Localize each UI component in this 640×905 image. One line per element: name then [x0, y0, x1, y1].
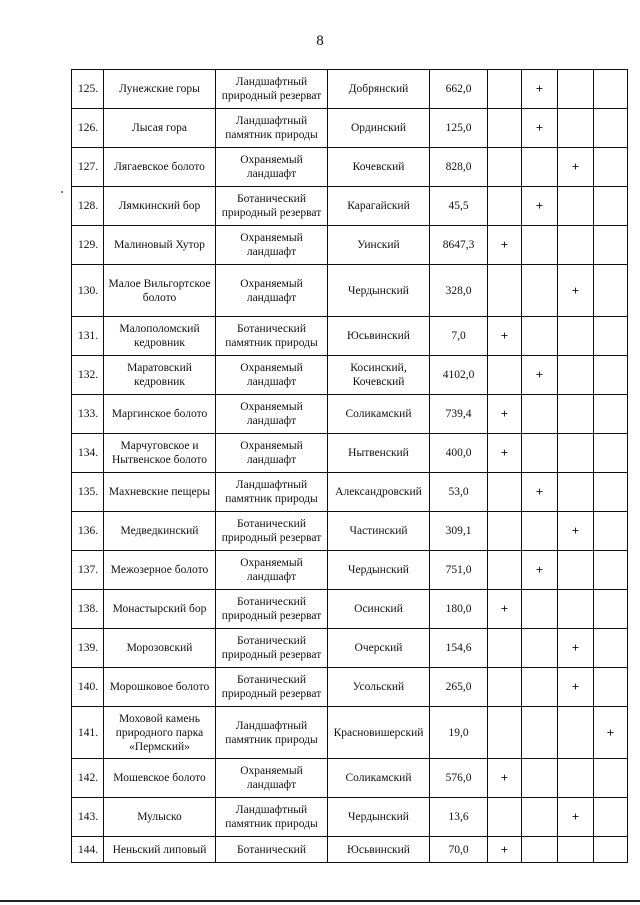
area-hectares: 13,6 [430, 798, 488, 837]
area-name: Малиновый Хутор [104, 226, 216, 265]
mark-cell-1 [488, 759, 522, 798]
district-name: Красновишерский [328, 707, 430, 759]
area-name: Моховой камень природного парка «Пермский» [104, 707, 216, 759]
area-hectares: 739,4 [430, 395, 488, 434]
area-name: Мошевское болото [104, 759, 216, 798]
area-type: Охраняемый ландшафт [216, 551, 328, 590]
area-hectares: 45,5 [430, 187, 488, 226]
district-name: Александровский [328, 473, 430, 512]
plus-mark: + [571, 159, 580, 174]
row-number: 126. [72, 109, 104, 148]
area-type: Ботанический [216, 837, 328, 863]
row-number: 130. [72, 265, 104, 317]
row-number: 125. [72, 70, 104, 109]
table-row [72, 434, 628, 473]
area-type: Ботанический памятник природы [216, 317, 328, 356]
table-row [72, 551, 628, 590]
area-name: Морозовский [104, 629, 216, 668]
plus-mark: + [500, 406, 509, 421]
mark-cell-4 [594, 759, 628, 798]
table-row [72, 668, 628, 707]
area-name: Мулыско [104, 798, 216, 837]
mark-cell-2 [522, 109, 558, 148]
area-name: Махневские пещеры [104, 473, 216, 512]
plus-mark: + [500, 237, 509, 252]
area-name: Малополомский кедровник [104, 317, 216, 356]
table-row [72, 109, 628, 148]
area-type: Охраняемый ландшафт [216, 226, 328, 265]
mark-cell-3 [558, 629, 594, 668]
district-name: Чердынский [328, 798, 430, 837]
area-name: Лягаевское болото [104, 148, 216, 187]
mark-cell-4 [594, 434, 628, 473]
mark-cell-1 [488, 707, 522, 759]
mark-cell-1 [488, 629, 522, 668]
protected-areas-table [71, 69, 628, 863]
mark-cell-4 [594, 109, 628, 148]
mark-cell-3 [558, 356, 594, 395]
mark-cell-3 [558, 265, 594, 317]
mark-cell-2 [522, 356, 558, 395]
area-hectares: 8647,3 [430, 226, 488, 265]
table-row [72, 226, 628, 265]
district-name: Нытвенский [328, 434, 430, 473]
mark-cell-2 [522, 512, 558, 551]
mark-cell-2 [522, 226, 558, 265]
district-name: Косинский, Кочевский [328, 356, 430, 395]
table-row [72, 187, 628, 226]
mark-cell-1 [488, 473, 522, 512]
mark-cell-3 [558, 837, 594, 863]
table-row [72, 837, 628, 863]
mark-cell-4 [594, 512, 628, 551]
row-number: 141. [72, 707, 104, 759]
page-number: 8 [316, 33, 324, 49]
mark-cell-3 [558, 668, 594, 707]
area-hectares: 576,0 [430, 759, 488, 798]
area-name: Межозерное болото [104, 551, 216, 590]
mark-cell-4 [594, 707, 628, 759]
mark-cell-2 [522, 434, 558, 473]
mark-cell-1 [488, 317, 522, 356]
table-row [72, 629, 628, 668]
mark-cell-2 [522, 837, 558, 863]
district-name: Ординский [328, 109, 430, 148]
area-type: Охраняемый ландшафт [216, 395, 328, 434]
mark-cell-2 [522, 629, 558, 668]
mark-cell-4 [594, 148, 628, 187]
mark-cell-2 [522, 798, 558, 837]
area-type: Ландшафтный памятник природы [216, 473, 328, 512]
district-name: Добрянский [328, 70, 430, 109]
plus-mark: + [535, 484, 544, 499]
mark-cell-1 [488, 837, 522, 863]
mark-cell-4 [594, 668, 628, 707]
area-type: Ландшафтный памятник природы [216, 798, 328, 837]
mark-cell-4 [594, 837, 628, 863]
area-type: Охраняемый ландшафт [216, 265, 328, 317]
row-number: 133. [72, 395, 104, 434]
row-number: 136. [72, 512, 104, 551]
mark-cell-2 [522, 590, 558, 629]
area-type: Ландшафтный памятник природы [216, 707, 328, 759]
mark-cell-3 [558, 109, 594, 148]
table-row [72, 356, 628, 395]
area-hectares: 180,0 [430, 590, 488, 629]
plus-mark: + [535, 120, 544, 135]
plus-mark: + [571, 679, 580, 694]
mark-cell-3 [558, 473, 594, 512]
mark-cell-2 [522, 187, 558, 226]
plus-mark: + [571, 523, 580, 538]
plus-mark: + [500, 841, 509, 857]
mark-cell-3 [558, 317, 594, 356]
area-hectares: 328,0 [430, 265, 488, 317]
area-type: Ботанический природный резерват [216, 629, 328, 668]
mark-cell-3 [558, 148, 594, 187]
table-row [72, 512, 628, 551]
mark-cell-2 [522, 759, 558, 798]
row-number: 132. [72, 356, 104, 395]
mark-cell-4 [594, 551, 628, 590]
table-row [72, 590, 628, 629]
table-row [72, 473, 628, 512]
area-hectares: 309,1 [430, 512, 488, 551]
mark-cell-1 [488, 551, 522, 590]
table-row [72, 798, 628, 837]
area-hectares: 154,6 [430, 629, 488, 668]
mark-cell-1 [488, 109, 522, 148]
plus-mark: + [500, 328, 509, 343]
table-body [72, 70, 628, 863]
table-row [72, 265, 628, 317]
plus-mark: + [571, 282, 580, 298]
mark-cell-3 [558, 395, 594, 434]
mark-cell-4 [594, 473, 628, 512]
district-name: Усольский [328, 668, 430, 707]
mark-cell-2 [522, 70, 558, 109]
mark-cell-2 [522, 668, 558, 707]
district-name: Соликамский [328, 395, 430, 434]
row-number: 138. [72, 590, 104, 629]
mark-cell-4 [594, 629, 628, 668]
area-hectares: 7,0 [430, 317, 488, 356]
mark-cell-4 [594, 395, 628, 434]
area-name: Маратовский кедровник [104, 356, 216, 395]
area-hectares: 751,0 [430, 551, 488, 590]
plus-mark: + [535, 562, 544, 577]
plus-mark: + [606, 724, 615, 740]
area-type: Охраняемый ландшафт [216, 356, 328, 395]
mark-cell-4 [594, 590, 628, 629]
district-name: Юсьвинский [328, 837, 430, 863]
plus-mark: + [571, 809, 580, 824]
area-type: Ландшафтный природный резерват [216, 70, 328, 109]
area-hectares: 70,0 [430, 837, 488, 863]
mark-cell-4 [594, 265, 628, 317]
row-number: 137. [72, 551, 104, 590]
plus-mark: + [535, 367, 544, 382]
mark-cell-1 [488, 590, 522, 629]
mark-cell-1 [488, 798, 522, 837]
district-name: Осинский [328, 590, 430, 629]
area-hectares: 4102,0 [430, 356, 488, 395]
row-number: 144. [72, 837, 104, 863]
row-number: 143. [72, 798, 104, 837]
table-row [72, 70, 628, 109]
area-hectares: 662,0 [430, 70, 488, 109]
area-name: Медведкинский [104, 512, 216, 551]
mark-cell-3 [558, 707, 594, 759]
row-number: 127. [72, 148, 104, 187]
plus-mark: + [535, 198, 544, 213]
mark-cell-1 [488, 226, 522, 265]
mark-cell-4 [594, 187, 628, 226]
plus-mark: + [535, 81, 544, 96]
table-row [72, 148, 628, 187]
mark-cell-3 [558, 226, 594, 265]
area-name: Лысая гора [104, 109, 216, 148]
row-number: 128. [72, 187, 104, 226]
plus-mark: + [571, 640, 580, 655]
mark-cell-2 [522, 707, 558, 759]
area-type: Ботанический природный резерват [216, 187, 328, 226]
mark-cell-4 [594, 798, 628, 837]
area-hectares: 53,0 [430, 473, 488, 512]
mark-cell-2 [522, 551, 558, 590]
district-name: Юсьвинский [328, 317, 430, 356]
mark-cell-4 [594, 356, 628, 395]
plus-mark: + [500, 445, 509, 460]
mark-cell-1 [488, 668, 522, 707]
mark-cell-3 [558, 434, 594, 473]
area-name: Марчуговское и Нытвенское болото [104, 434, 216, 473]
area-type: Ландшафтный памятник природы [216, 109, 328, 148]
district-name: Чердынский [328, 551, 430, 590]
mark-cell-1 [488, 434, 522, 473]
area-name: Малое Вильгортское болото [104, 265, 216, 317]
row-number: 140. [72, 668, 104, 707]
scan-speck [61, 191, 63, 193]
area-name: Неньский липовый [104, 837, 216, 863]
mark-cell-2 [522, 395, 558, 434]
mark-cell-3 [558, 759, 594, 798]
mark-cell-1 [488, 265, 522, 317]
mark-cell-1 [488, 395, 522, 434]
district-name: Карагайский [328, 187, 430, 226]
area-name: Лямкинский бор [104, 187, 216, 226]
area-type: Ботанический природный резерват [216, 590, 328, 629]
area-type: Ботанический природный резерват [216, 512, 328, 551]
district-name: Чердынский [328, 265, 430, 317]
row-number: 134. [72, 434, 104, 473]
row-number: 142. [72, 759, 104, 798]
area-hectares: 400,0 [430, 434, 488, 473]
table-row [72, 395, 628, 434]
area-hectares: 125,0 [430, 109, 488, 148]
mark-cell-1 [488, 70, 522, 109]
row-number: 135. [72, 473, 104, 512]
table-row [72, 759, 628, 798]
area-hectares: 265,0 [430, 668, 488, 707]
area-hectares: 828,0 [430, 148, 488, 187]
plus-mark: + [500, 601, 509, 616]
area-hectares: 19,0 [430, 707, 488, 759]
district-name: Очерский [328, 629, 430, 668]
area-name: Монастырский бор [104, 590, 216, 629]
mark-cell-2 [522, 317, 558, 356]
mark-cell-3 [558, 798, 594, 837]
table-row [72, 317, 628, 356]
district-name: Соликамский [328, 759, 430, 798]
mark-cell-3 [558, 70, 594, 109]
plus-mark: + [500, 770, 509, 785]
mark-cell-2 [522, 473, 558, 512]
area-type: Охраняемый ландшафт [216, 148, 328, 187]
mark-cell-1 [488, 148, 522, 187]
mark-cell-2 [522, 148, 558, 187]
district-name: Частинский [328, 512, 430, 551]
mark-cell-3 [558, 590, 594, 629]
mark-cell-2 [522, 265, 558, 317]
area-name: Лунежские горы [104, 70, 216, 109]
row-number: 129. [72, 226, 104, 265]
mark-cell-1 [488, 187, 522, 226]
row-number: 139. [72, 629, 104, 668]
row-number: 131. [72, 317, 104, 356]
mark-cell-1 [488, 356, 522, 395]
mark-cell-3 [558, 551, 594, 590]
area-type: Охраняемый ландшафт [216, 759, 328, 798]
area-type: Охраняемый ландшафт [216, 434, 328, 473]
area-name: Морошковое болото [104, 668, 216, 707]
district-name: Кочевский [328, 148, 430, 187]
mark-cell-3 [558, 512, 594, 551]
mark-cell-1 [488, 512, 522, 551]
mark-cell-4 [594, 317, 628, 356]
mark-cell-4 [594, 226, 628, 265]
area-name: Маргинское болото [104, 395, 216, 434]
mark-cell-4 [594, 70, 628, 109]
scan-bottom-edge [0, 900, 640, 902]
area-type: Ботанический природный резерват [216, 668, 328, 707]
district-name: Уинский [328, 226, 430, 265]
mark-cell-3 [558, 187, 594, 226]
table-row [72, 707, 628, 759]
